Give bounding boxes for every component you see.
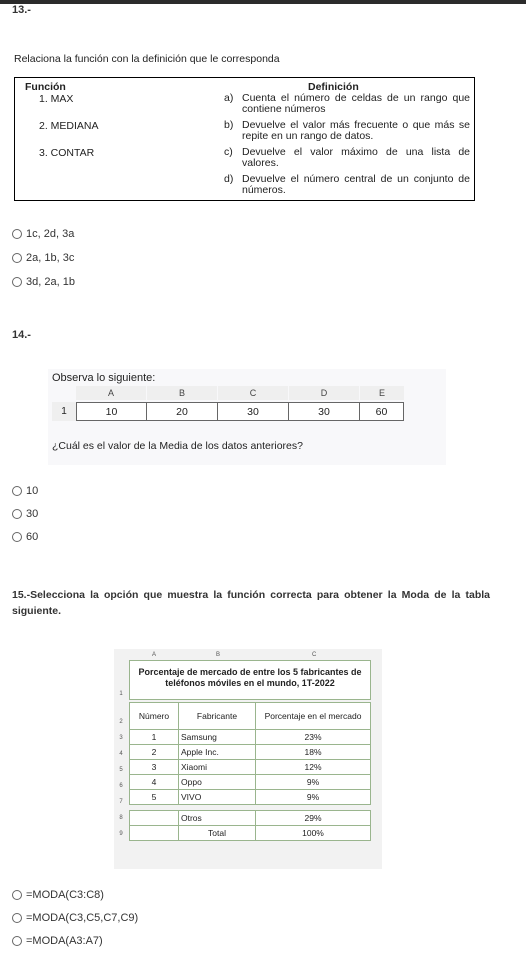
q13-option-1[interactable] bbox=[12, 228, 74, 240]
spreadsheet-snippet bbox=[52, 386, 404, 424]
q14-option-2[interactable] bbox=[12, 508, 38, 520]
row-number: 5 bbox=[119, 767, 123, 773]
header-definicion: Definición bbox=[308, 81, 359, 93]
radio-button[interactable] bbox=[12, 532, 22, 542]
definition-text: Devuelve el valor máximo de una lista de valores. bbox=[242, 146, 470, 169]
header-numero: Número bbox=[129, 702, 179, 730]
column-header: A bbox=[152, 652, 157, 658]
cell-numero: 1 bbox=[129, 729, 179, 745]
function-definition-table bbox=[14, 77, 475, 201]
definition-b bbox=[224, 120, 470, 142]
column-header: D bbox=[289, 386, 359, 400]
question-15-text: 15.-Selecciona la opción que muestra la función correcta para obtener la Moda de la tabla siguiente. bbox=[12, 589, 490, 617]
header-fabricante: Fabricante bbox=[178, 702, 256, 730]
function-mediana: 2. MEDIANA bbox=[39, 120, 99, 132]
cell-numero: 3 bbox=[129, 759, 179, 775]
option-label: 3d, 2a, 1b bbox=[26, 276, 75, 288]
column-header: E bbox=[360, 386, 404, 400]
cell-numero: 5 bbox=[129, 789, 179, 805]
cell-fabricante: Oppo bbox=[178, 774, 256, 790]
cell-e1: 60 bbox=[359, 402, 404, 421]
q14-option-3[interactable] bbox=[12, 531, 38, 543]
cell-porcentaje: 18% bbox=[255, 744, 371, 760]
cell-numero bbox=[129, 810, 179, 826]
option-label: 2a, 1b, 3c bbox=[26, 252, 75, 264]
definition-letter: a) bbox=[224, 92, 234, 104]
cell-d1: 30 bbox=[288, 402, 360, 421]
option-label: =MODA(C3:C8) bbox=[26, 889, 104, 901]
definition-letter: d) bbox=[224, 173, 234, 185]
row-number: 7 bbox=[119, 799, 123, 805]
cell-a1: 10 bbox=[76, 402, 147, 421]
definition-c bbox=[224, 147, 470, 169]
cell-c1: 30 bbox=[217, 402, 289, 421]
top-bar bbox=[0, 0, 526, 4]
column-header: A bbox=[76, 386, 146, 400]
cell-porcentaje: 100% bbox=[255, 825, 371, 841]
radio-button[interactable] bbox=[12, 277, 22, 287]
q15-option-1[interactable] bbox=[12, 889, 104, 901]
option-label: 1c, 2d, 3a bbox=[26, 228, 75, 240]
radio-button[interactable] bbox=[12, 253, 22, 263]
cell-fabricante: Xiaomi bbox=[178, 759, 256, 775]
cell-fabricante: Otros bbox=[178, 810, 256, 826]
q13-option-3[interactable] bbox=[12, 276, 75, 288]
header-porcentaje: Porcentaje en el mercado bbox=[255, 702, 371, 730]
column-header: C bbox=[312, 652, 317, 658]
definition-d bbox=[224, 174, 470, 196]
cell-porcentaje: 9% bbox=[255, 789, 371, 805]
excel-table-image bbox=[114, 649, 382, 869]
option-label: 30 bbox=[26, 508, 39, 520]
cell-porcentaje: 9% bbox=[255, 774, 371, 790]
definition-text: Devuelve el valor más frecuente o que más se repite en un rango de datos. bbox=[242, 119, 470, 142]
row-number: 8 bbox=[119, 815, 123, 821]
q13-option-2[interactable] bbox=[12, 252, 74, 264]
cell-fabricante: VIVO bbox=[178, 789, 256, 805]
row-number: 1 bbox=[52, 402, 76, 421]
row-number: 4 bbox=[119, 751, 123, 757]
definition-text: Cuenta el número de celdas de un rango que contiene números bbox=[242, 92, 470, 115]
observe-label: Observa lo siguiente: bbox=[52, 372, 156, 384]
option-label: 10 bbox=[26, 485, 39, 497]
cell-porcentaje: 29% bbox=[255, 810, 371, 826]
question-13-prompt: Relaciona la función con la definición que le corresponda bbox=[14, 53, 280, 65]
row-number: 6 bbox=[119, 783, 123, 789]
radio-button[interactable] bbox=[12, 509, 22, 519]
function-contar: 3. CONTAR bbox=[39, 147, 95, 159]
radio-button[interactable] bbox=[12, 890, 22, 900]
row-number: 1 bbox=[119, 691, 123, 697]
definition-letter: c) bbox=[224, 146, 233, 158]
radio-button[interactable] bbox=[12, 486, 22, 496]
question-14-text: ¿Cuál es el valor de la Media de los datos anteriores? bbox=[52, 440, 303, 452]
question-13-number: 13.- bbox=[12, 4, 31, 16]
cell-fabricante: Apple Inc. bbox=[178, 744, 256, 760]
option-label: 60 bbox=[26, 531, 39, 543]
table-title: Porcentaje de mercado de entre los 5 fabricantes de teléfonos móviles en el mundo, 1T-2022 bbox=[129, 660, 371, 700]
row-number: 2 bbox=[119, 719, 123, 725]
column-header: C bbox=[218, 386, 288, 400]
radio-button[interactable] bbox=[12, 229, 22, 239]
question-14-number: 14.- bbox=[12, 329, 31, 341]
row-number: 9 bbox=[119, 831, 123, 837]
radio-button[interactable] bbox=[12, 936, 22, 946]
cell-fabricante: Total bbox=[178, 825, 256, 841]
q14-option-1[interactable] bbox=[12, 485, 38, 497]
cell-porcentaje: 12% bbox=[255, 759, 371, 775]
q15-option-3[interactable] bbox=[12, 935, 103, 947]
option-label: =MODA(A3:A7) bbox=[26, 935, 103, 947]
column-header: B bbox=[216, 652, 221, 658]
cell-numero bbox=[129, 825, 179, 841]
function-max: 1. MAX bbox=[39, 93, 74, 105]
cell-b1: 20 bbox=[146, 402, 218, 421]
column-header: B bbox=[147, 386, 217, 400]
definition-text: Devuelve el número central de un conjunto de números. bbox=[242, 173, 470, 196]
header-funcion: Función bbox=[25, 81, 66, 93]
radio-button[interactable] bbox=[12, 913, 22, 923]
definition-letter: b) bbox=[224, 119, 234, 131]
row-number: 3 bbox=[119, 735, 123, 741]
cell-porcentaje: 23% bbox=[255, 729, 371, 745]
definition-a bbox=[224, 93, 470, 115]
option-label: =MODA(C3,C5,C7,C9) bbox=[26, 912, 139, 924]
cell-numero: 4 bbox=[129, 774, 179, 790]
cell-numero: 2 bbox=[129, 744, 179, 760]
q15-option-2[interactable] bbox=[12, 912, 138, 924]
cell-fabricante: Samsung bbox=[178, 729, 256, 745]
